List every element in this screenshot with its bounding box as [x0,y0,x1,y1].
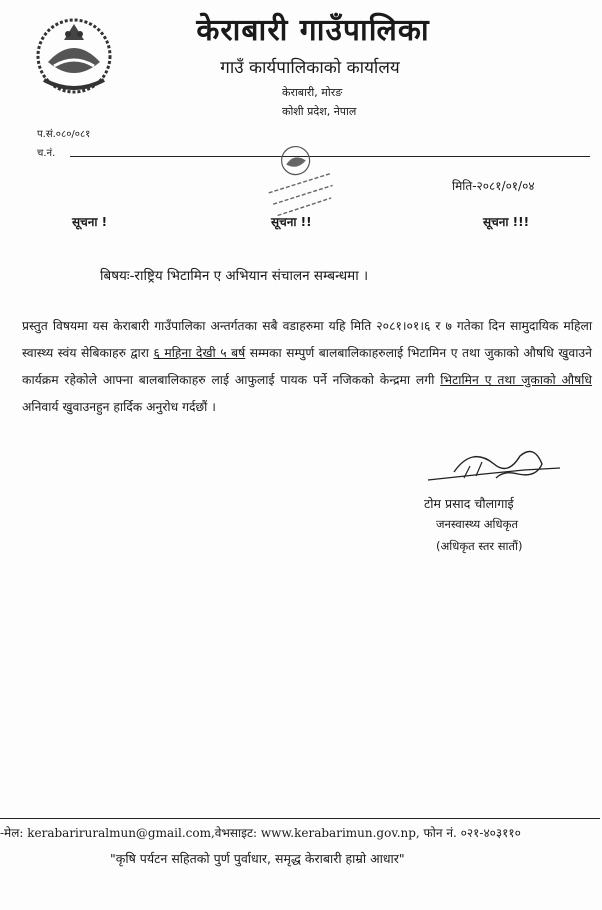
signatory-level: (अधिकृत स्तर सातौं) [436,539,523,553]
signature-icon [424,440,564,495]
signatory-post: जनस्वास्थ्य अधिकृत [436,517,518,531]
nepal-emblem-icon [34,14,114,96]
address-line-2: कोशी प्रदेश, नेपाल [282,105,357,118]
body-underlined-2: भिटामिन ए तथा जुकाको औषधि [440,373,592,387]
notice-label-2: सूचना !! [271,215,312,229]
footer-motto: "कृषि पर्यटन सहितको पुर्ण पुर्वाधार, समृद्ध केराबारी हाम्रो आधार" [110,851,405,866]
dispatch-number: च.नं. [37,148,56,159]
body-text-3: अनिवार्य खुवाउनहुन हार्दिक अनुरोध गर्दछौं । [22,400,216,414]
footer-divider [0,818,600,819]
subject-line: बिषयः-राष्ट्रिय भिटामिन ए अभियान संचालन सम्बन्धमा । [100,268,369,284]
footer-contact: -मेल: kerabariruralmun@gmail.com,वेभसाइट: www.kerabarimun.gov.np, फोन नं. ०२१-४०३११० [0,826,521,840]
signatory-name: टोम प्रसाद चौलागाई [424,496,514,511]
reference-number: प.सं.०८०/०८१ [37,129,91,140]
notice-body [22,313,592,421]
office-subtitle: गाउँ कार्यपालिकाको कार्यालय [220,58,400,78]
body-text-2: सम्मका सम्पुर्ण बालबालिकाहरुलाई भिटामिन ए तथा जुकाको औषधि खुवाउने कार्यक्रम रहेकोले आफ्ना बालबालिकाहरु लाई आफुलाई पायक पर्ने नजिकको केन्द्रमा लगी [22,346,592,387]
body-text-1: प्रस्तुत विषयमा यस केराबारी गाउँपालिका अन्तर्गतका सबै वडाहरुमा यहि मिति २०८१।०१।६ र ७ गतेका दिन सामुदायिक महिला स्वास्थ्य स्वंय सेबिकाहरु द्वारा [22,319,592,360]
office-title: केराबारी गाउँपालिका [196,13,430,48]
address-line-1: केराबारी, मोरङ [282,86,343,99]
issue-date: मिति-२०८१/०१/०४ [452,179,535,193]
body-underlined-1: ६ महिना देखी ५ बर्ष [153,346,246,360]
notice-label-3: सूचना !!! [483,215,530,229]
notice-label-1: सूचना ! [72,215,108,229]
